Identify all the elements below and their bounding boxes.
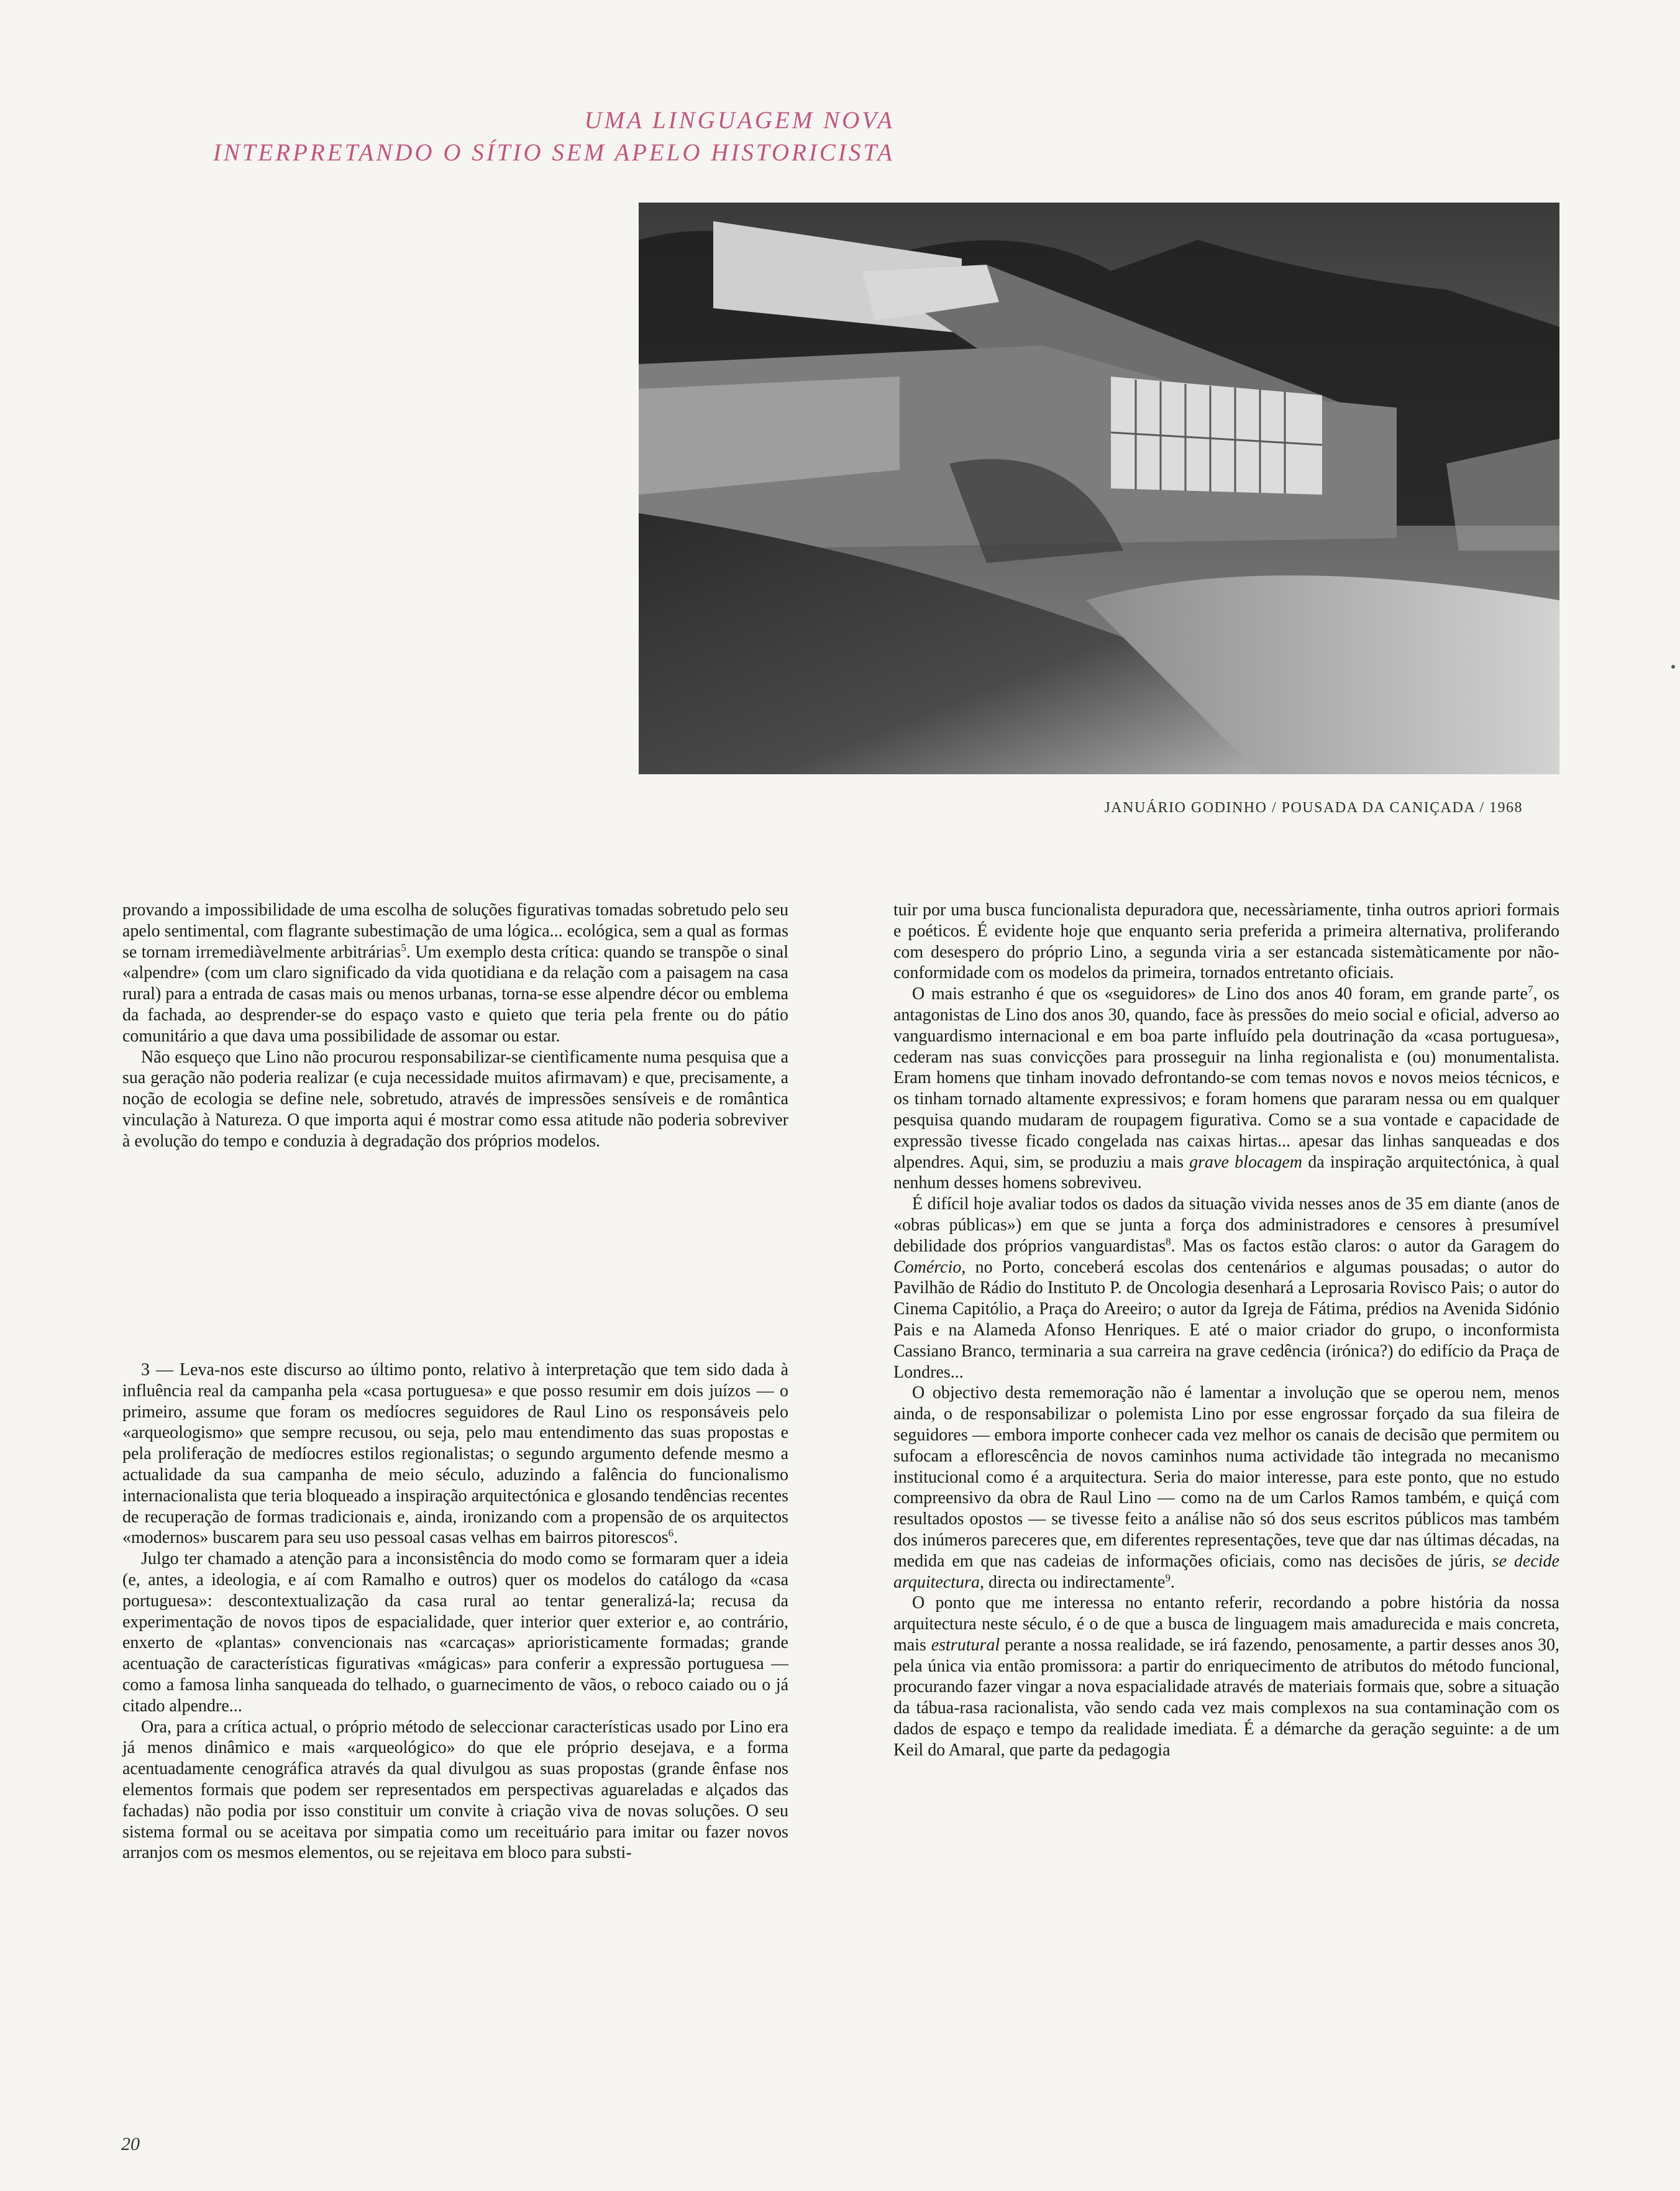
left-column-top bbox=[122, 900, 788, 1152]
paragraph: Julgo ter chamado a atenção para a inconsistência do modo como se formaram quer a ideia (e, antes, a ideologia, e aí com Ramalho e outros) quer os modelos do catálogo da «casa portuguesa»: descontextualização da casa rural ao tentar generalizá-la; recusa da experimentação de novos tipos de espacialidade, quer interior quer exterior e, ao contrário, enxerto de «plantas» convencionais nas «carcaças» aprioristicamente formadas; grande acentuação de características figurativas «mágicas» para conferir a expressão portuguesa — como a famosa linha sanqueada do telhado, o guarnecimento de vãos, o reboco caiado ou o já citado alpendre... bbox=[122, 1549, 788, 1716]
footnote-ref: 7 bbox=[1527, 983, 1533, 995]
article-heading bbox=[75, 104, 895, 169]
text-run: . bbox=[1170, 1572, 1175, 1592]
text-run: O objectivo desta rememoração não é lamentar a involução que se operou nem, menos ainda, o de responsabilizar o polemista Lino por esse engrossar forçado da sua fileira de seguidores — embora importe conhecer cada vez melhor os canais de decisão que permitem ou sufocam a eflorescência de novos caminhos numa actividade tão integrada no mecanismo institucional como é a arquitectura. Seria do maior interesse, para este ponto, que no estudo compreensivo da obra de Raul Lino — como na de um Carlos Ramos também, e quiçá com resultados opostos — se tivesse feito a análise não só dos seus escritos públicos mas também dos inúmeros pareceres que, em diferentes representações, teve que dar nas últimas décadas, na medida em que nas cadeias de informações oficiais, como nas decisões de júris, bbox=[893, 1383, 1559, 1571]
text-run: no Porto, conceberá escolas dos centenários e algumas pousadas; o autor do Pavilhão de Rádio do Instituto P. de Oncologia desenhará a Leprosaria Rovisco Pais; o autor do Cinema Capitólio, a Praça do Areeiro; o autor da Igreja de Fátima, prédios na Avenida Sidónio Pais e na Alameda Afonso Henriques. E até o maior criador do grupo, o inconformista Cassiano Branco, terminaria a sua carreira na grave cedência (irónica?) do edifício da Praça de Londres... bbox=[893, 1257, 1559, 1382]
text-run: perante a nossa realidade, se irá fazendo, penosamente, a partir desses anos 30, pela única via então promissora: a partir do enriquecimento de atributos do método funcional, procurando fazer vingar a nova espacialidade através de materiais formais que, sobre a situação da tábua-rasa racionalista, vão sendo cada vez mais complexos na sua contaminação com os dados de espaço e tempo da realidade imediata. É a démarche da geração seguinte: a de um Keil do Amaral, que parte da pedagogia bbox=[893, 1635, 1559, 1760]
text-run: , os antagonistas de Lino dos anos 30, quando, face às pressões do meio social e oficial, adverso ao vanguardismo internacional e em boa parte influído pela doutrinação da «casa portuguesa», cederam nas suas convicções para prosseguir na linha regionalista e (ou) monumentalista. Eram homens que tinham inovado defrontando-se com temas novos e novos meios técnicos, e os tinham tornado altamente expressivos; e foram homens que pararam nessa ou em qualquer pesquisa quando mudaram de roupagem figurativa. Como se a sua vontade e capacidade de expressão tivesse ficado congelada nas caixas hirtas... apesar das linhas sanqueadas e dos alpendres. Aqui, sim, se produziu a mais bbox=[893, 984, 1559, 1172]
text-run: directa ou indirectamente bbox=[984, 1572, 1166, 1592]
footnote-ref: 8 bbox=[1166, 1235, 1171, 1248]
text-run: O ponto que me interessa no entanto referir, recordando a pobre história da nossa arquitectura neste século, é o de que a busca de linguagem mais amadurecida e mais concreta, mais bbox=[893, 1593, 1559, 1655]
house-photograph bbox=[639, 203, 1559, 774]
text-run: O mais estranho é que os «seguidores» de Lino dos anos 40 foram, em grande parte bbox=[912, 984, 1528, 1004]
text-run: provando a impossibilidade de uma escolha de soluções figurativas tomadas sobretudo pelo seu apelo sentimental, com flagrante subestimação de uma lógica... ecológica, sem a qual as formas se tornam irremediàvelmente arbitrárias bbox=[122, 900, 788, 962]
emphasis: Comércio, bbox=[893, 1257, 966, 1277]
paragraph bbox=[122, 900, 788, 1047]
page-number: 20 bbox=[121, 2134, 140, 2154]
text-run: . bbox=[673, 1528, 678, 1548]
emphasis: estrutural bbox=[931, 1635, 1000, 1655]
margin-dot bbox=[1671, 665, 1675, 669]
text-run: . Um exemplo desta crítica: quando se transpõe o sinal «alpendre» (com um claro significado da vida quotidiana e da relação com a paisagem na casa rural) para a entrada de casas mais ou menos urbanas, torna-se esse alpendre décor ou emblema da fachada, ao desprender-se do espaço vasto e quieto que teria pela frente ou do pátio comunitário a que dava uma possibilidade de assomar ou estar. bbox=[122, 942, 788, 1046]
text-run: da inspiração arquitectónica, à qual nenhum desses homens sobreviveu. bbox=[893, 1152, 1560, 1193]
paragraph bbox=[893, 1194, 1559, 1383]
emphasis: grave blocagem bbox=[1189, 1152, 1303, 1172]
footnote-ref: 9 bbox=[1165, 1571, 1171, 1584]
paragraph bbox=[893, 984, 1559, 1194]
paragraph: Não esqueço que Lino não procurou responsabilizar-se cientìficamente numa pesquisa que a sua geração não poderia realizar (e cuja necessidade muitos afirmavam) e que, precisamente, a noção de ecologia se define nele, sobretudo, através de impressões sensíveis e de romântica vinculação à Natureza. O que importa aqui é mostrar como essa atitude não poderia sobreviver à evolução do tempo e conduzia à degradação dos próprios modelos. bbox=[122, 1047, 788, 1151]
paragraph: Ora, para a crítica actual, o próprio método de seleccionar características usado por Lino era já menos dinâmico e mais «arqueológico» do que ele próprio desejava, e a forma acentuadamente cenográfica através da qual divulgou as suas propostas (grande ênfase nos elementos formais que podem ser representados em perspectivas aguareladas e alçados das fachadas) não podia por isso constituir um convite à criação viva de novas soluções. O seu sistema formal ou se aceitava por simpatia como um receituário para imitar ou fazer novos arranjos com os mesmos elementos, ou se rejeitava em bloco para substi- bbox=[122, 1717, 788, 1863]
text-run: É difícil hoje avaliar todos os dados da situação vivida nesses anos de 35 em diante (anos de «obras públicas») em que se junta a força dos administradores e censores à presumível debilidade dos próprios vanguardistas bbox=[893, 1194, 1559, 1256]
text-run: 3 — Leva-nos este discurso ao último ponto, relativo à interpretação que tem sido dada à influência real da campanha pela «casa portuguesa» e que posso resumir em dois juízos — o primeiro, assume que foram os medíocres seguidores de Raul Lino os responsáveis pelo «arqueologismo» que sempre recusou, ou seja, pelo mau entendimento das suas propostas e pela proliferação de medíocres estilos regionalistas; o segundo argumento defende mesmo a actualidade da sua campanha de meio século, aduzindo a falência do funcionalismo internacionalista que teria bloqueado a inspiração arquitectónica e glosando tendências recentes de recuperação de formas tradicionais e, ainda, ironizando com a propensão de os arquitectos «modernos» buscarem para seu uso pessoal casas velhas em bairros pitorescos bbox=[122, 1360, 788, 1548]
glass-windows bbox=[1111, 377, 1322, 495]
right-column bbox=[893, 900, 1559, 1761]
heading-line-1: UMA LINGUAGEM NOVA bbox=[584, 107, 895, 134]
text-run: . Mas os factos estão claros: o autor da Garagem do bbox=[1171, 1236, 1559, 1256]
paragraph bbox=[893, 1383, 1559, 1593]
paragraph bbox=[893, 1593, 1559, 1760]
photo-illustration bbox=[639, 203, 1559, 774]
paragraph bbox=[122, 1360, 788, 1548]
paragraph: tuir por uma busca funcionalista depuradora que, necessàriamente, tinha outros apriori formais e poéticos. É evidente hoje que enquanto seria preferida a primeira alternativa, proliferando com desespero do próprio Lino, a segunda viria a ser estancada sistemàticamente por não-conformidade com os modelos da primeira, tornados entretanto oficiais. bbox=[893, 900, 1559, 983]
emphasis: se decide arquitectura, bbox=[893, 1551, 1559, 1592]
footnote-ref: 5 bbox=[401, 941, 406, 954]
heading-line-2: INTERPRETANDO O SÍTIO SEM APELO HISTORICISTA bbox=[212, 139, 895, 166]
footnote-ref: 6 bbox=[668, 1527, 674, 1540]
left-column-bottom bbox=[122, 1360, 788, 1864]
photo-caption: JANUÁRIO GODINHO / POUSADA DA CANIÇADA / 1968 bbox=[1104, 800, 1523, 816]
